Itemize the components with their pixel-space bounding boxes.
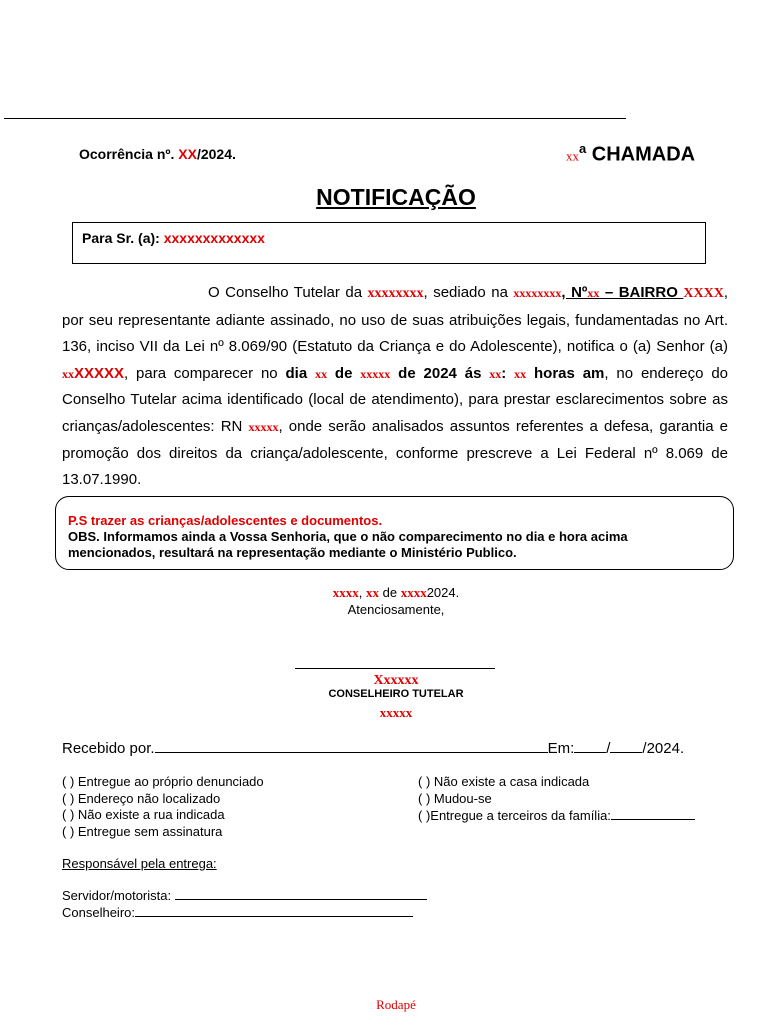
received-by-line [62,738,684,757]
signer-name: Xxxxxx [373,673,419,688]
placeholder-minuto: xx [514,366,527,381]
placeholder-sediado: xxxxxxxx [513,286,562,300]
placeholder-mes: xxxxx [360,366,391,381]
ocorrencia-num: XX [178,146,197,162]
obs-note: OBS. Informamos ainda a Vossa Senhoria, que o não comparecimento no dia e hora acima mencionados, resultará na representação mediante o Ministério Publico. [68,529,628,560]
body-text: , para comparecer no [124,364,278,382]
date-year: 2024. [426,585,460,600]
placeholder-senhor: xx [62,366,74,381]
observation-box [55,496,734,570]
date-separator: / [606,740,611,757]
signer-role: CONSELHEIRO TUTELAR [328,688,464,700]
option-entregue-denunciado[interactable]: ( ) Entregue ao próprio denunciado [62,774,264,789]
body-text: de [334,364,353,382]
option-rua-inexistente[interactable]: ( ) Não existe a rua indicada [62,807,225,822]
body-text: , Nº [561,284,588,301]
option-endereco-nao-localizado[interactable]: ( ) Endereço não localizado [62,790,221,806]
chamada-sup: a [579,141,587,156]
placeholder-hora: xx [489,366,502,381]
ocorrencia-number [79,146,236,162]
body-text: , por seu representante adiante assinado, no uso de suas atribuições legais, fundamentadas no Art. 136, inciso VII da Lei nº 8.069/90 (Estatuto da Criança e do Adolescente), notifica o (a) Senhor (a) [62,284,729,356]
option-terceiros[interactable] [418,807,695,825]
placeholder-num: xx [587,286,600,300]
servidor-label: Servidor/motorista: [62,888,172,903]
page-title: NOTIFICAÇÃO [316,184,476,210]
placeholder-senhor-name: XXXXX [74,364,125,382]
chamada-heading [566,141,695,167]
date-text: , [358,585,363,600]
recipient-box [72,222,706,264]
closing-salutation: Atenciosamente, [347,602,445,617]
signer-subtitle: xxxxx [379,705,413,720]
body-paragraph [62,280,728,494]
responsible-heading: Responsável pela entrega: [62,856,217,871]
ps-note: P.S trazer as crianças/adolescentes e documentos. [68,513,383,528]
received-year: /2024. [642,740,685,757]
terceiros-field[interactable] [611,807,695,820]
date-line [0,585,768,601]
body-text: horas am [534,364,605,382]
chamada-xx: xx [566,148,579,164]
ocorrencia-year: /2024. [196,146,236,162]
servidor-field[interactable] [175,887,427,900]
option-casa-inexistente[interactable]: ( ) Não existe a casa indicada [418,774,590,789]
placeholder-dia: xx [315,366,328,381]
placeholder-conselho: xxxxxxxx [367,286,424,301]
body-text: , sediado na [423,284,508,301]
recipient-name: xxxxxxxxxxxxx [163,230,265,246]
chamada-text: CHAMADA [591,143,696,166]
option-mudou-se[interactable]: ( ) Mudou-se [418,790,492,806]
received-by-field[interactable] [155,738,548,753]
conselheiro-field[interactable] [135,904,413,917]
recipient-line [82,230,265,246]
top-divider [4,118,626,119]
delivery-options-left [62,774,264,840]
delivery-options-right [418,774,695,825]
placeholder-mes: xxxx [400,585,427,600]
received-label: Recebido por. [62,740,155,757]
ocorrencia-label: Ocorrência nº. [79,146,175,162]
conselheiro-line [62,904,413,920]
body-text: , no endereço do Conselho Tutelar acima identificado (local de atendimento), para prestar esclarecimentos sobre as crianças/adolescentes: RN [62,364,729,435]
placeholder-bairro: XXXX [683,286,724,301]
body-text: , onde serão analisados assuntos referentes a defesa, garantia e promoção dos direitos da criança/adolescente, conforme prescreve a Lei Federal nº 8.069 de 13.07.1990. [62,417,729,489]
body-text: de 2024 ás [398,364,482,382]
recipient-label: Para Sr. (a): [82,230,160,246]
body-text: O Conselho Tutelar da [208,284,363,301]
signature-line [295,668,495,669]
body-text: dia [285,364,308,382]
date-text: de [382,585,398,600]
servidor-line [62,887,427,903]
page-footer: Rodapé [376,997,416,1012]
received-month-field[interactable] [610,738,642,753]
option-sem-assinatura[interactable]: ( ) Entregue sem assinatura [62,823,223,839]
received-date-label: Em: [547,740,575,757]
placeholder-rn: xxxxx [248,419,279,434]
placeholder-cidade: xxxx [332,585,359,600]
body-text: – BAIRRO [604,284,678,301]
received-day-field[interactable] [574,738,606,753]
option-terceiros-label: ( )Entregue a terceiros da família: [418,808,611,823]
body-text: : [501,364,507,382]
conselheiro-label: Conselheiro: [62,905,135,920]
placeholder-dia: xx [365,585,379,600]
